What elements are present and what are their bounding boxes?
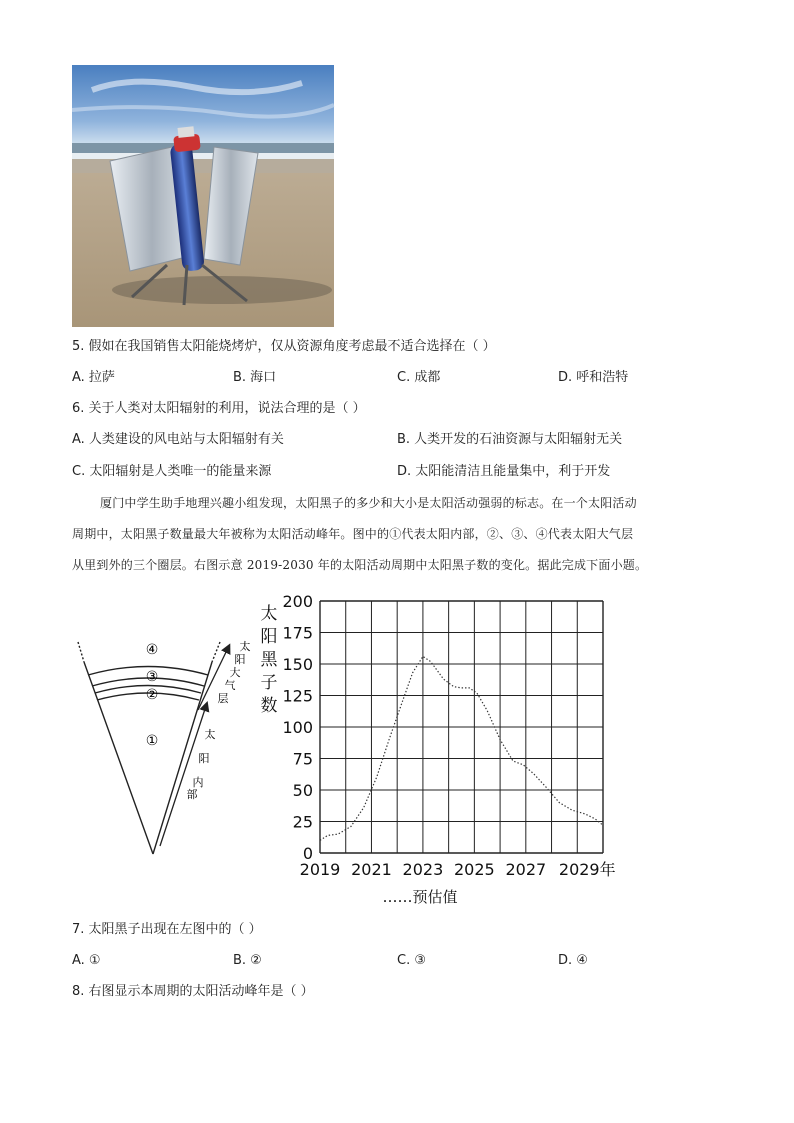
question-6-stem: 6. 关于人类对太阳辐射的利用，说法合理的是（ ） (72, 401, 366, 416)
atmos-char-5: 层 (217, 692, 229, 705)
x-tick-label: 2027 (505, 860, 547, 879)
q7-option-c: C. ③ (397, 953, 426, 968)
atmos-char-2: 阳 (234, 653, 246, 666)
layer-label-3: ③ (145, 669, 159, 685)
layer-label-1: ① (145, 733, 159, 749)
atmos-char-3: 大 (229, 666, 241, 679)
passage-line-2: 周期中，太阳黑子数量最大年被称为太阳活动峰年。图中的①代表太阳内部，②、③、④代表太阳大气层 (72, 527, 634, 541)
q7-option-d: D. ④ (558, 953, 588, 968)
y-tick-label: 200 (282, 592, 313, 611)
q5-option-c: C. 成都 (397, 370, 441, 385)
y-tick-label: 150 (282, 655, 313, 674)
interior-char-3: 内 (192, 776, 204, 789)
x-tick-label: 2021 (351, 860, 392, 879)
x-tick-label: 2023 (402, 860, 444, 879)
x-tick-label: 2019 (299, 860, 341, 879)
q5-option-a: A. 拉萨 (72, 370, 115, 385)
sunspot-chart (250, 585, 620, 910)
q5-option-d: D. 呼和浩特 (558, 370, 629, 385)
sun-structure-diagram (70, 630, 251, 860)
y-tick-label: 175 (282, 623, 313, 643)
layer-label-4: ④ (145, 642, 159, 658)
y-tick-label: 25 (292, 812, 313, 832)
wedge-right-dashed (212, 642, 220, 662)
y-axis-label-char: 数 (260, 696, 278, 716)
q6-option-a: A. 人类建设的风电站与太阳辐射有关 (72, 432, 284, 447)
interior-char-2: 阳 (198, 752, 210, 765)
q6-option-d: D. 太阳能清洁且能量集中，利于开发 (397, 464, 611, 479)
y-axis-label-char: 黑 (260, 650, 278, 670)
y-tick-label: 100 (282, 718, 313, 737)
q6-option-b: B. 人类开发的石油资源与太阳辐射无关 (397, 432, 623, 447)
x-tick-label: 2025 (454, 860, 495, 879)
chart-legend: ……预估值 (382, 888, 458, 906)
question-7-stem: 7. 太阳黑子出现在左图中的（ ） (72, 922, 262, 937)
atmos-char-1: 太 (239, 640, 251, 653)
question-8-stem: 8. 右图显示本周期的太阳活动峰年是（ ） (72, 984, 314, 999)
y-tick-label: 75 (292, 749, 313, 769)
sunspot-series-line (320, 656, 603, 840)
wedge-left-side (84, 662, 153, 854)
y-tick-label: 50 (292, 781, 313, 800)
y-axis-label-char: 阳 (260, 627, 278, 647)
atmos-char-4: 气 (224, 679, 236, 692)
q5-option-b: B. 海口 (233, 370, 277, 385)
y-axis-label-char: 太 (260, 604, 278, 624)
q7-option-a: A. ① (72, 953, 101, 968)
solar-cooker-photo (72, 65, 334, 327)
question-5-stem: 5. 假如在我国销售太阳能烧烤炉，仅从资源角度考虑最不适合选择在（ ） (72, 339, 496, 354)
passage-line-3: 从里到外的三个圈层。右图示意 2019-2030 年的太阳活动周期中太阳黑子数的变化。据此完成下面小题。 (72, 558, 648, 572)
interior-char-4: 部 (186, 788, 198, 801)
layer-label-2: ② (145, 687, 159, 703)
y-axis-label-char: 子 (260, 673, 278, 693)
interior-char-1: 太 (204, 728, 216, 741)
wedge-left-dashed (78, 642, 84, 662)
y-tick-label: 125 (282, 686, 313, 706)
passage-line-1: 厦门中学生助手地理兴趣小组发现，太阳黑子的多少和大小是太阳活动强弱的标志。在一个太阳活动 (100, 496, 637, 510)
y-tick-label: 0 (302, 844, 313, 863)
q6-option-c: C. 太阳辐射是人类唯一的能量来源 (72, 464, 272, 479)
q7-option-b: B. ② (233, 953, 262, 968)
x-tick-label: 2029年 (558, 860, 616, 879)
